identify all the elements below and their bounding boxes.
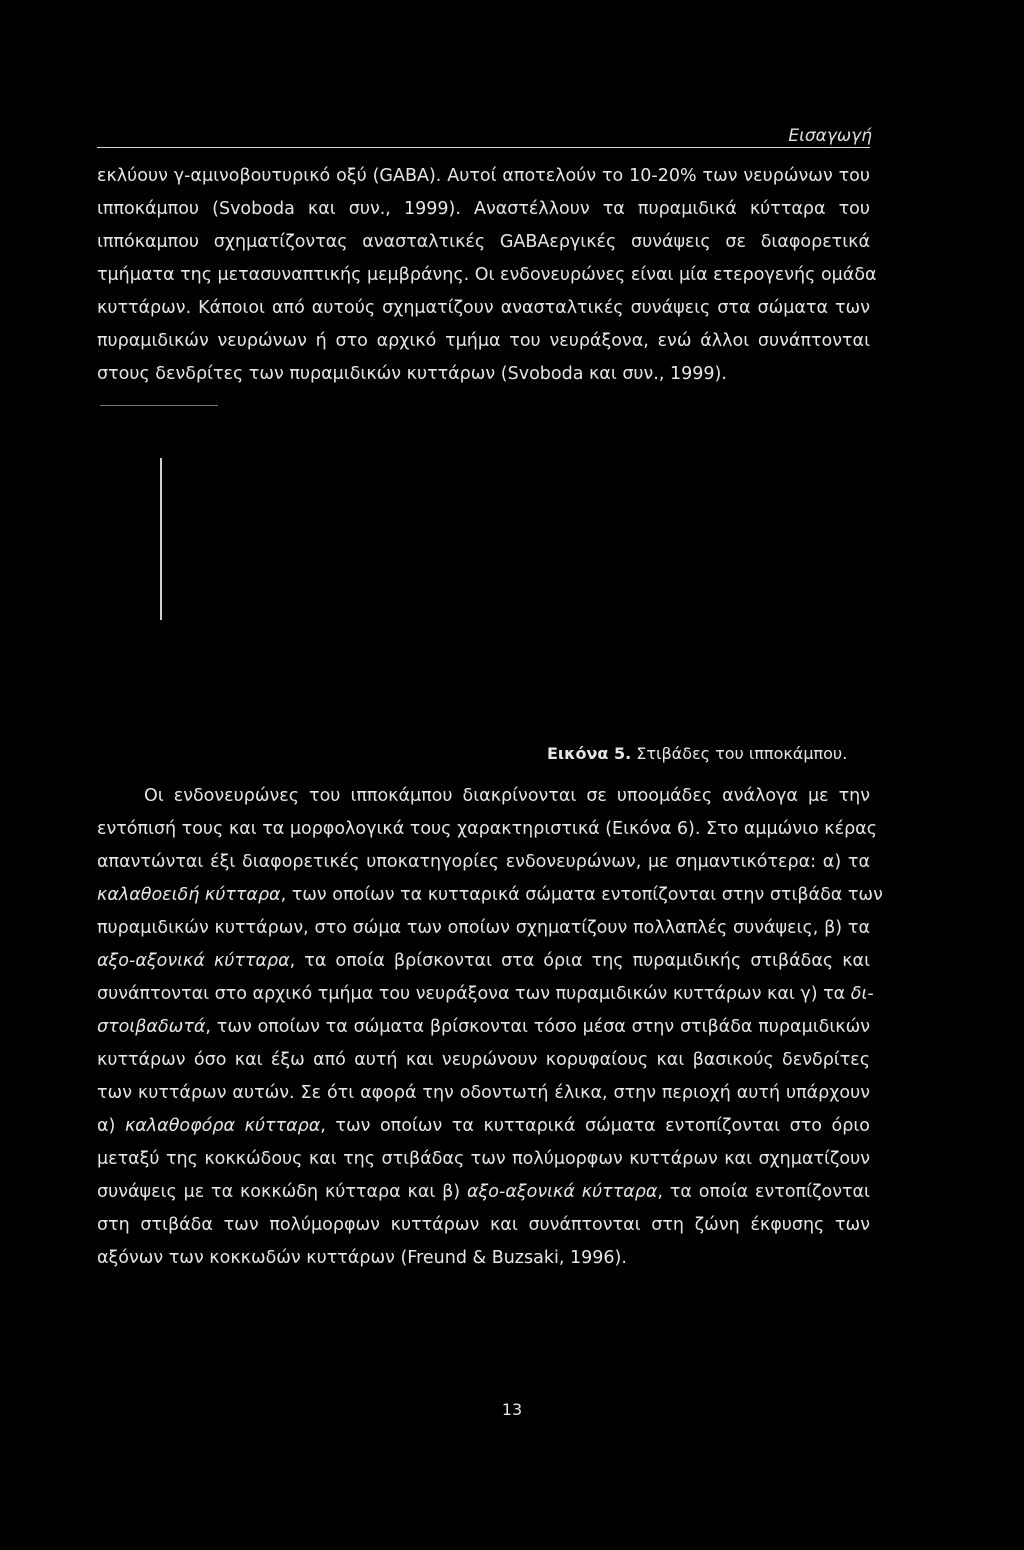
italic-term: δι- [850,984,874,1004]
text-line [97,879,883,912]
text-segment: , τα οποία εντοπίζονται [657,1182,870,1202]
text-line [97,1176,870,1209]
text-line: πυραμιδικών κυττάρων, στο σώμα των οποίων σχηματίζουν πολλαπλές συνάψεις, β) τα [97,918,870,938]
paragraph-1 [97,160,877,391]
text-segment: Οι ενδονευρώνες του ιπποκάμπου διακρίνονται σε υποομάδες ανάλογα με την [144,786,870,806]
text-line: αξόνων των κοκκωδών κυττάρων (Freund & Buzsaki, 1996). [97,1248,627,1268]
text-segment: συνάπτονται στο αρχικό τμήμα του νευράξονα των πυραμιδικών κυττάρων και γ) τα [97,984,851,1004]
text-segment: συνάψεις με τα κοκκώδη κύτταρα και β) [97,1182,467,1202]
page-number: 13 [501,1400,523,1419]
text-segment: , των οποίων τα σώματα βρίσκονται τόσο μέσα στην στιβάδα πυραμιδικών [205,1017,870,1037]
text-line: κυττάρων όσο και έξω από αυτή και νευρώνουν κορυφαίους και βασικούς δενδρίτες [97,1050,870,1070]
separator-rule [100,405,218,406]
text-segment: α) [97,1116,125,1136]
figure-caption-text: Στιβάδες του ιπποκάμπου. [631,744,848,763]
italic-term: στοιβαδωτά [97,1017,206,1037]
paragraph-2 [97,780,883,1275]
text-line [97,1110,870,1143]
text-line: ιπποκάμπου (Svoboda και συν., 1999). Αναστέλλουν τα πυραμιδικά κύτταρα του [97,199,870,219]
italic-term: αξο-αξονικά κύτταρα [97,951,290,971]
figure-vertical-line [160,458,162,620]
text-line: εντόπισή τους και τα μορφολογικά τους χαρακτηριστικά (Εικόνα 6). Στο αμμώνιο κέρας [97,819,877,839]
italic-term: καλαθοφόρα κύτταρα [124,1116,321,1136]
text-line [97,945,870,978]
header-rule [97,147,870,148]
italic-term: αξο-αξονικά κύτταρα [467,1182,658,1202]
figure-placeholder [150,440,870,740]
figure-caption [547,744,847,763]
text-line: απαντώνται έξι διαφορετικές υποκατηγορίες ενδονευρώνων, με σημαντικότερα: α) τα [97,852,870,872]
italic-term: καλαθοειδή κύτταρα [97,885,281,905]
text-line: στους δενδρίτες των πυραμιδικών κυττάρων (Svoboda και συν., 1999). [97,364,727,384]
text-segment: , των οποίων τα κυτταρικά σώματα εντοπίζονται στο όριο [320,1116,870,1136]
text-line [97,978,874,1011]
text-line: πυραμιδικών νευρώνων ή στο αρχικό τμήμα του νευράξονα, ενώ άλλοι συνάπτονται [97,331,870,351]
text-line: μεταξύ της κοκκώδους και της στιβάδας των πολύμορφων κυττάρων και σχηματίζουν [97,1149,870,1169]
text-line: εκλύουν γ-αμινοβουτυρικό οξύ (GABA). Αυτοί αποτελούν το 10-20% των νευρώνων του [97,166,870,186]
text-line: των κυττάρων αυτών. Σε ότι αφορά την οδοντωτή έλικα, στην περιοχή αυτή υπάρχουν [97,1083,870,1103]
text-line [97,780,870,813]
text-line [97,1011,870,1044]
text-line: κυττάρων. Κάποιοι από αυτούς σχηματίζουν ανασταλτικές συνάψεις στα σώματα των [97,298,870,318]
text-line: ιππόκαμπου σχηματίζοντας ανασταλτικές GABAεργικές συνάψεις σε διαφορετικά [97,232,870,252]
text-segment: , των οποίων τα κυτταρικά σώματα εντοπίζονται στην στιβάδα των [280,885,883,905]
running-header-title: Εισαγωγή [788,126,872,146]
text-line: στη στιβάδα των πολύμορφων κυττάρων και συνάπτονται στη ζώνη έκφυσης των [97,1215,870,1235]
text-segment: , τα οποία βρίσκονται στα όρια της πυραμιδικής στιβάδας και [289,951,870,971]
figure-caption-label: Εικόνα 5. [547,744,632,763]
text-line: τμήματα της μετασυναπτικής μεμβράνης. Οι ενδονευρώνες είναι μία ετερογενής ομάδα [97,265,877,285]
